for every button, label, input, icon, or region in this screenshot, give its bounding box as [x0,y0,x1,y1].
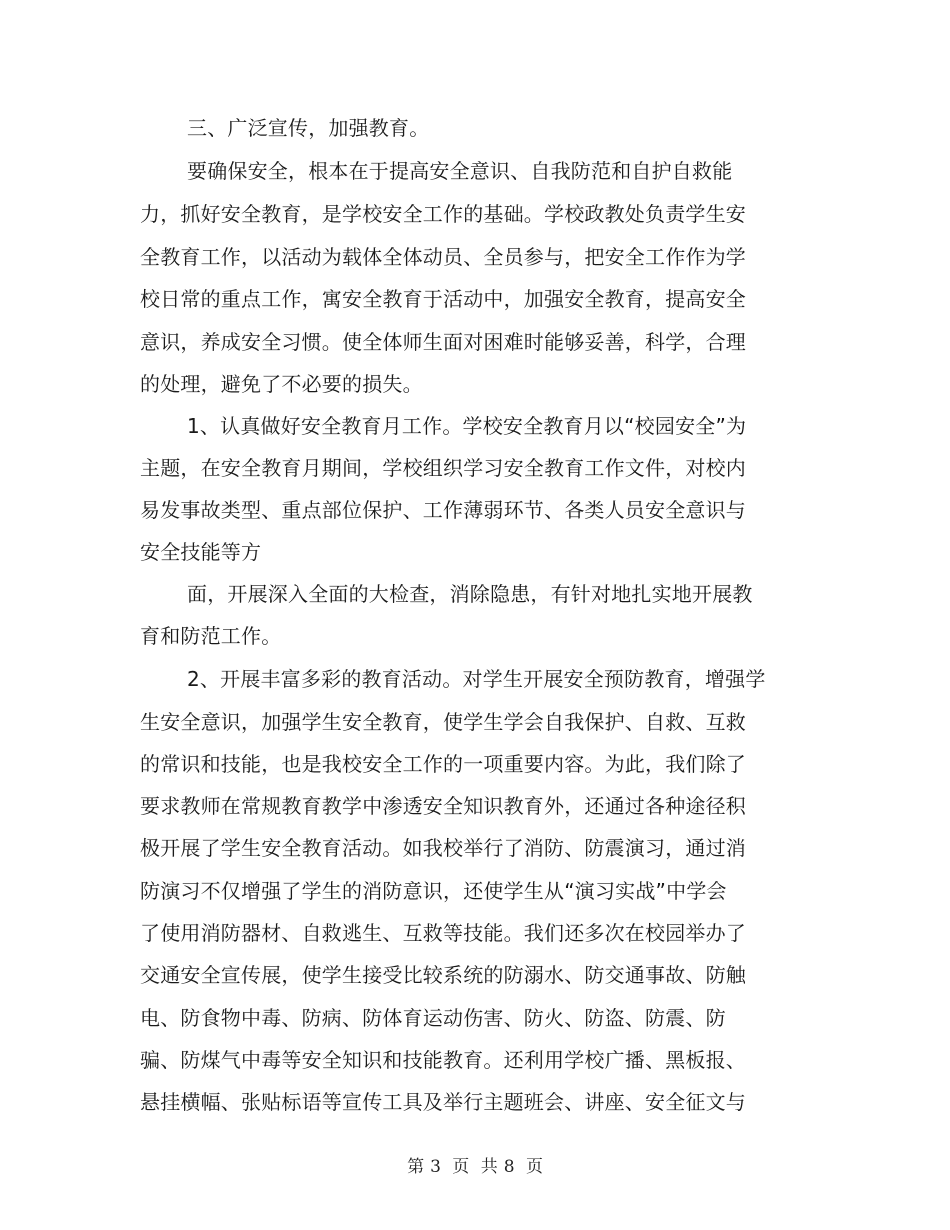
paragraph-line: 要求教师在常规教育教学中渗透安全知识教育外，还通过各种途径积 [140,794,746,818]
total-page-count: 8 [503,1157,515,1177]
paragraph-line: 1、认真做好安全教育月工作。学校安全教育月以“校园安全”为 [187,414,747,438]
paragraph-line: 安全技能等方 [140,540,262,564]
paragraph-line: 骗、防煤气中毒等安全知识和技能教育。还利用学校广播、黑板报、 [140,1048,746,1072]
paragraph-line: 面，开展深入全面的大检查，消除隐患，有针对地扎实地开展教 [187,582,753,606]
current-page-number: 3 [430,1157,441,1177]
paragraph-line: 易发事故类型、重点部位保护、工作薄弱环节、各类人员安全意识与 [140,498,746,522]
footer-di: 第 [407,1157,425,1177]
paragraph-line: 极开展了学生安全教育活动。如我校举行了消防、防震演习，通过消 [140,836,746,860]
paragraph-line: 生安全意识，加强学生安全教育，使学生学会自我保护、自救、互救 [140,710,746,734]
footer-ye2: 页 [525,1157,543,1177]
footer-gong: 共 [480,1157,498,1177]
paragraph-line: 全教育工作，以活动为载体全体动员、全员参与，把安全工作作为学 [140,245,746,269]
paragraph-line: 的常识和技能，也是我校安全工作的一项重要内容。为此，我们除了 [140,752,746,776]
paragraph-line: 交通安全宣传展，使学生接受比较系统的防溺水、防交通事故、防触 [140,963,746,987]
paragraph-line: 校日常的重点工作，寓安全教育于活动中，加强安全教育，提高安全 [140,287,746,311]
page-footer [0,1152,950,1177]
paragraph-line: 主题，在安全教育月期间，学校组织学习安全教育工作文件，对校内 [140,456,746,480]
paragraph-line: 2、开展丰富多彩的教育活动。对学生开展安全预防教育，增强学 [187,667,766,691]
paragraph-line: 电、防食物中毒、防病、防体育运动伤害、防火、防盗、防震、防 [140,1006,726,1030]
paragraph-line: 的处理，避免了不必要的损失。 [140,372,423,396]
paragraph-line: 育和防范工作。 [140,624,282,648]
paragraph-line: 悬挂横幅、张贴标语等宣传工具及举行主题班会、讲座、安全征文与 [140,1090,746,1114]
paragraph-line: 了使用消防器材、自救逃生、互救等技能。我们还多次在校园举办了 [140,921,746,945]
paragraph-line: 要确保安全，根本在于提高安全意识、自我防范和自护自救能 [187,159,733,183]
footer-ye: 页 [452,1157,470,1177]
paragraph-line: 力，抓好安全教育，是学校安全工作的基础。学校政教处负责学生安 [140,202,746,226]
section-heading: 三、广泛宣传，加强教育。 [187,116,430,140]
paragraph-line: 意识，养成安全习惯。使全体师生面对困难时能够妥善，科学，合理 [140,330,746,354]
paragraph-line: 防演习不仅增强了学生的消防意识，还使学生从“演习实战”中学会 [140,879,727,903]
